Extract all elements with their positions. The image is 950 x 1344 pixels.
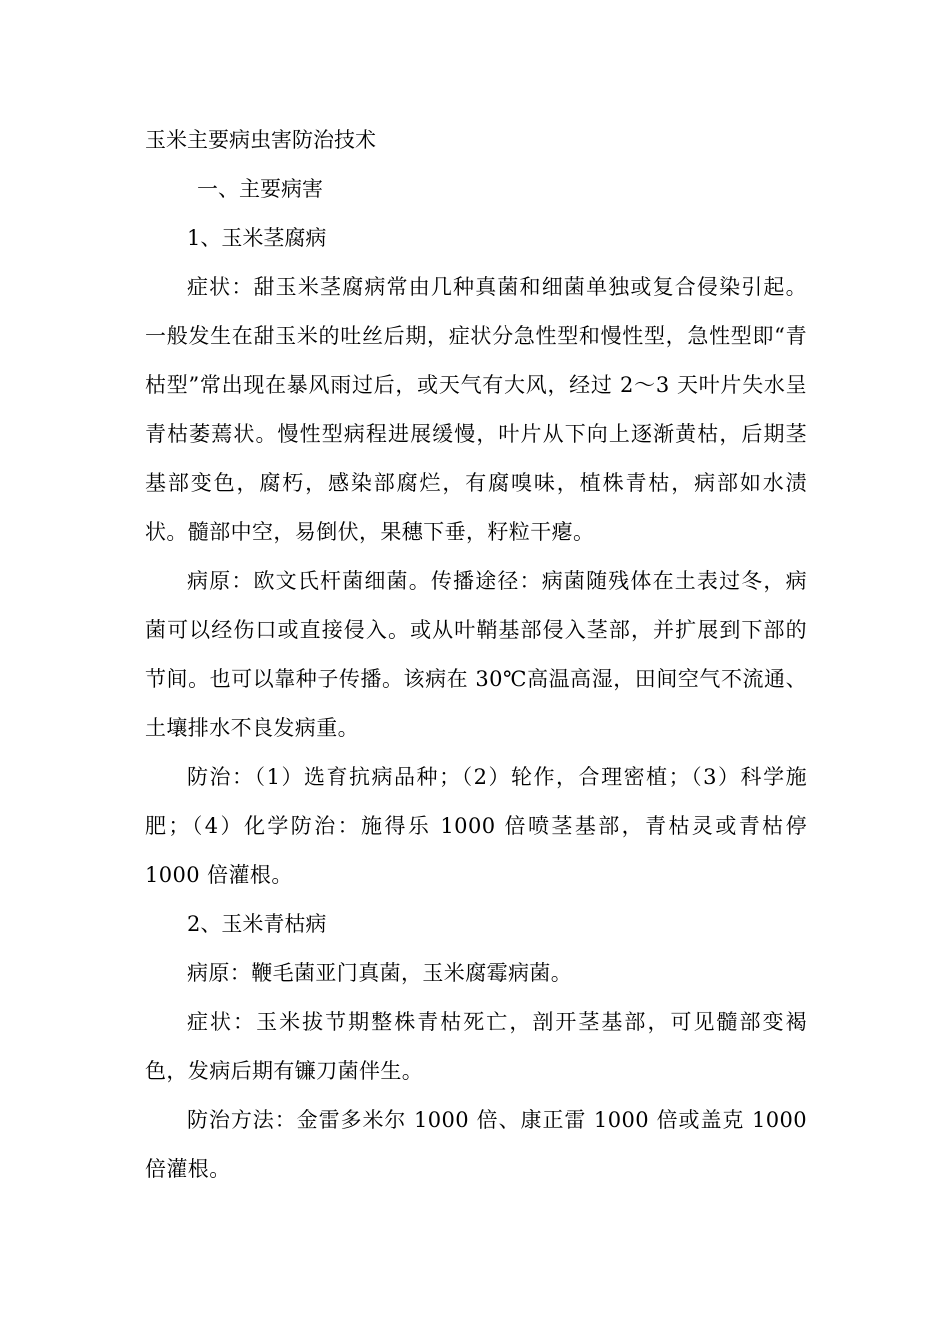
- paragraph-stem-rot-pathogen: 病原：欧文氏杆菌细菌。传播途径：病菌随残体在土表过冬，病菌可以经伤口或直接侵入。或从叶鞘基部侵入茎部，并扩展到下部的节间。也可以靠种子传播。该病在 30℃高温高湿，田间空气不流通、土壤排水不良发病重。: [145, 569, 807, 740]
- heading-stem-rot: 1、玉米茎腐病: [187, 226, 327, 250]
- section-heading-main-diseases: 一、主要病害: [197, 177, 323, 201]
- paragraph-stem-rot-symptoms: 症状：甜玉米茎腐病常由几种真菌和细菌单独或复合侵染引起。一般发生在甜玉米的吐丝后期，症状分急性型和慢性型，急性型即“青枯型”常出现在暴风雨过后，或天气有大风，经过 2～3 天叶片失水呈青枯萎蔫状。慢性型病程进展缓慢，叶片从下向上逐渐黄枯，后期茎基部变色，腐朽，感染部腐烂，有腐嗅味，植株青枯，病部如水渍状。髓部中空，易倒伏，果穗下垂，籽粒干瘪。: [145, 275, 807, 544]
- document-title: 玉米主要病虫害防治技术: [145, 128, 376, 152]
- paragraph-stem-rot-control: 防治：（1）选育抗病品种；（2）轮作，合理密植；（3）科学施肥；（4）化学防治：施得乐 1000 倍喷茎基部，青枯灵或青枯停 1000 倍灌根。: [145, 765, 807, 887]
- paragraph-green-wilt-control: 防治方法：金雷多米尔 1000 倍、康正雷 1000 倍或盖克 1000 倍灌根。: [145, 1108, 807, 1181]
- paragraph-green-wilt-symptoms: 症状：玉米拔节期整株青枯死亡，剖开茎基部，可见髓部变褐色，发病后期有镰刀菌伴生。: [145, 1010, 807, 1083]
- document-page: [145, 116, 807, 1194]
- heading-green-wilt: 2、玉米青枯病: [187, 912, 327, 936]
- paragraph-green-wilt-pathogen: 病原：鞭毛菌亚门真菌，玉米腐霉病菌。: [187, 961, 573, 985]
